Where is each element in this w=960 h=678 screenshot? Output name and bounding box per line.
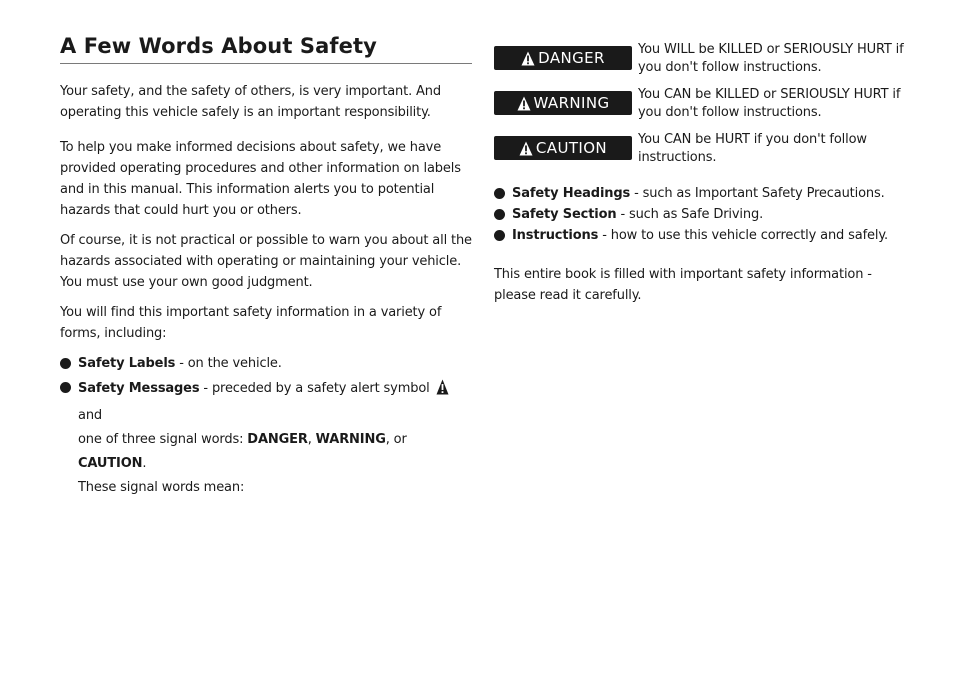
safety-section-term: Safety Section xyxy=(512,207,617,222)
signal-words-prefix: one of three signal words: xyxy=(78,432,248,447)
page-title: A Few Words About Safety xyxy=(60,30,472,64)
judgment-paragraph: Of course, it is not practical or possible to warn you about all the hazards associated with operating or maintaining your vehicle. You must use your own good judgment. xyxy=(60,233,472,290)
alert-triangle-icon xyxy=(519,141,533,156)
bullet-icon xyxy=(60,358,71,369)
danger-label: DANGER xyxy=(538,49,605,67)
separator: , or xyxy=(385,432,407,447)
safety-messages-line-2 xyxy=(78,428,472,476)
safety-sections-list xyxy=(494,183,914,246)
alert-triangle-icon xyxy=(517,96,531,111)
danger-description: You WILL be KILLED or SERIOUSLY HURT if you don't follow instructions. xyxy=(638,42,904,75)
informed-decisions-paragraph: To help you make informed decisions about safety, we have provided operating procedures and other information on labels and in this manual. This information alerts you to potential hazards that could hurt you or others. xyxy=(60,140,461,218)
safety-messages-text: - preceded by a safety alert symbol xyxy=(199,381,434,396)
period: . xyxy=(142,456,147,471)
bullet-icon xyxy=(494,230,505,241)
safety-messages-line-3: These signal words mean: xyxy=(78,480,245,495)
forms-intro-paragraph: You will find this important safety information in a variety of forms, including: xyxy=(60,305,442,341)
instructions-text: - how to use this vehicle correctly and safely. xyxy=(598,228,888,243)
list-item-instructions xyxy=(494,225,914,246)
warning-description: You CAN be KILLED or SERIOUSLY HURT if you don't follow instructions. xyxy=(638,87,901,120)
warning-label: WARNING xyxy=(533,94,610,112)
instructions-term: Instructions xyxy=(512,228,599,243)
safety-messages-line-1 xyxy=(78,377,472,428)
list-item-safety-labels xyxy=(60,353,472,374)
safety-labels-term: Safety Labels xyxy=(78,356,176,371)
alert-triangle-icon xyxy=(521,51,535,66)
bullet-icon xyxy=(60,382,71,393)
signal-word-danger: DANGER xyxy=(247,432,308,447)
warning-signal-box xyxy=(494,91,632,115)
safety-labels-text: - on the vehicle. xyxy=(175,356,282,371)
caution-signal-box xyxy=(494,136,632,160)
signal-word-warning: WARNING xyxy=(315,432,386,447)
caution-description: You CAN be HURT if you don't follow instructions. xyxy=(638,132,867,165)
safety-messages-term: Safety Messages xyxy=(78,381,200,396)
caution-label: CAUTION xyxy=(535,139,608,157)
signal-word-caution: CAUTION xyxy=(78,456,143,471)
safety-alert-triangle-icon xyxy=(436,379,449,404)
safety-messages-text-after: and xyxy=(78,408,103,423)
safety-section-text: - such as Safe Driving. xyxy=(616,207,764,222)
bullet-icon xyxy=(494,209,505,220)
safety-forms-list xyxy=(60,353,472,503)
left-column xyxy=(60,30,472,495)
closing-paragraph: This entire book is filled with important safety information - please read it carefully. xyxy=(494,267,872,303)
intro-paragraph: Your safety, and the safety of others, is very important. And operating this vehicle safely is an important responsibility. xyxy=(60,84,441,120)
safety-headings-text: - such as Important Safety Precautions. xyxy=(630,186,885,201)
bullet-icon xyxy=(494,188,505,199)
list-item-safety-headings xyxy=(494,183,914,204)
list-item-safety-messages xyxy=(60,377,472,500)
separator: , xyxy=(307,432,316,447)
safety-headings-term: Safety Headings xyxy=(512,186,631,201)
list-item-safety-section xyxy=(494,204,914,225)
danger-signal-box xyxy=(494,46,632,70)
